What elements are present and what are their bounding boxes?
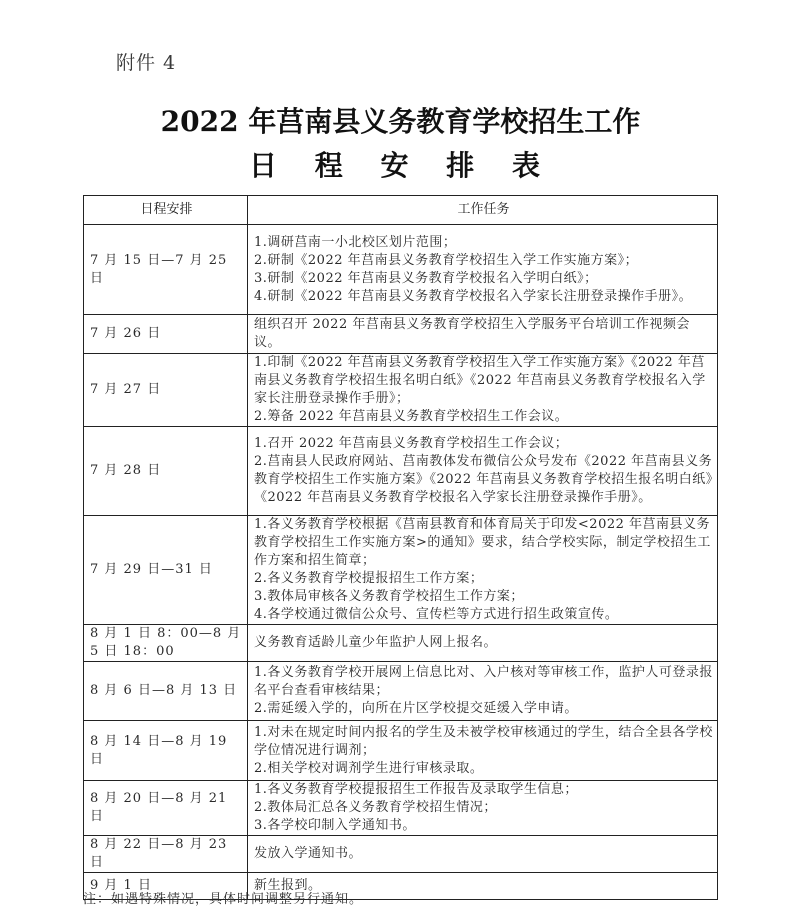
row-tasks <box>248 662 718 721</box>
task-item: 2.莒南县人民政府网站、莒南教体发布微信公众号发布《2022 年莒南县义务教育学校招生工作实施方案》《2022 年莒南县义务教育学校招生报名明白纸》《2022 年莒南县义务教育学校报名入学家长注册登录操作手册》。 <box>254 454 713 505</box>
row-tasks <box>248 625 718 662</box>
task-item: 2.相关学校对调剂学生进行审核录取。 <box>254 760 484 776</box>
table-row <box>84 225 718 315</box>
task-item: 1.各义务教育学校提报招生工作报告及录取学生信息； <box>254 782 578 797</box>
row-date: 7 月 29 日—31 日 <box>84 516 248 625</box>
row-date: 8 月 14 日—8 月 19 日 <box>84 721 248 781</box>
schedule-table <box>83 195 718 900</box>
table-row <box>84 354 718 427</box>
task-item: 1.对未在规定时间内报名的学生及未被学校审核通过的学生，结合全县各学校学位情况进行调剂； <box>254 724 713 758</box>
task-item: 1.各义务教育学校开展网上信息比对、入户核对等审核工作，监护人可登录报名平台查看审核结果； <box>254 665 713 698</box>
row-date: 8 月 22 日—8 月 23 日 <box>84 836 248 873</box>
task-item: 2.研制《2022 年莒南县义务教育学校招生入学工作实施方案》； <box>254 252 639 268</box>
attachment-label: 附件 4 <box>116 52 177 74</box>
task-item: 2.各义务教育学校提报招生工作方案； <box>254 571 484 586</box>
row-date: 8 月 1 日 8：00—8 月 5 日 18：00 <box>84 625 248 662</box>
column-header-tasks: 工作任务 <box>248 196 718 225</box>
task-item: 3.研制《2022 年莒南县义务教育学校报名入学明白纸》； <box>254 270 598 286</box>
task-item: 2.教体局汇总各义务教育学校招生情况； <box>254 800 497 815</box>
row-tasks <box>248 516 718 625</box>
task-item: 发放入学通知书。 <box>254 846 363 861</box>
task-item: 义务教育适龄儿童少年监护人网上报名。 <box>254 635 498 650</box>
task-item: 2.需延缓入学的，向所在片区学校提交延缓入学申请。 <box>254 701 578 716</box>
task-item: 2.筹备 2022 年莒南县义务教育学校招生工作会议。 <box>254 409 569 424</box>
task-item: 4.各学校通过微信公众号、宣传栏等方式进行招生政策宣传。 <box>254 607 619 622</box>
row-tasks <box>248 427 718 516</box>
row-date: 7 月 15 日—7 月 25 日 <box>84 225 248 315</box>
task-item: 1.调研莒南一小北校区划片范围； <box>254 234 457 250</box>
task-item: 新生报到。 <box>254 878 322 893</box>
task-item: 1.召开 2022 年莒南县义务教育学校招生工作会议； <box>254 436 569 451</box>
table-row <box>84 662 718 721</box>
footnote: 注：如遇特殊情况，具体时间调整另行通知。 <box>83 892 364 907</box>
task-item: 4.研制《2022 年莒南县义务教育学校报名入学家长注册登录操作手册》。 <box>254 288 693 304</box>
row-tasks <box>248 781 718 836</box>
row-tasks <box>248 225 718 315</box>
row-date: 9 月 1 日 <box>84 873 248 900</box>
table-row <box>84 836 718 873</box>
row-tasks <box>248 354 718 427</box>
table-header-row <box>84 196 718 225</box>
task-item: 1.各义务教育学校根据《莒南县教育和体育局关于印发<2022 年莒南县义务教育学校招生工作实施方案>的通知》要求，结合学校实际，制定学校招生工作方案和招生简章； <box>254 517 711 568</box>
row-tasks <box>248 721 718 781</box>
row-date: 7 月 26 日 <box>84 315 248 354</box>
table-row <box>84 427 718 516</box>
document-title: 2022 年莒南县义务教育学校招生工作 <box>160 105 641 138</box>
row-tasks <box>248 836 718 873</box>
table-row <box>84 516 718 625</box>
column-header-schedule: 日程安排 <box>84 196 248 225</box>
row-date: 7 月 27 日 <box>84 354 248 427</box>
task-item: 3.各学校印制入学通知书。 <box>254 818 416 833</box>
row-tasks <box>248 315 718 354</box>
table-row <box>84 625 718 662</box>
row-date: 8 月 6 日—8 月 13 日 <box>84 662 248 721</box>
table-row <box>84 781 718 836</box>
table-row <box>84 721 718 781</box>
document-subtitle: 日 程 安 排 表 <box>249 149 554 182</box>
row-date: 8 月 20 日—8 月 21 日 <box>84 781 248 836</box>
row-date: 7 月 28 日 <box>84 427 248 516</box>
table-row <box>84 315 718 354</box>
task-item: 1.印制《2022 年莒南县义务教育学校招生入学工作实施方案》《2022 年莒南县义务教育学校招生报名明白纸》《2022 年莒南县义务教育学校报名入学家长注册登录操作手册》； <box>254 355 706 406</box>
task-item: 3.教体局审核各义务教育学校招生工作方案； <box>254 589 524 604</box>
task-item: 组织召开 2022 年莒南县义务教育学校招生入学服务平台培训工作视频会议。 <box>254 317 690 350</box>
